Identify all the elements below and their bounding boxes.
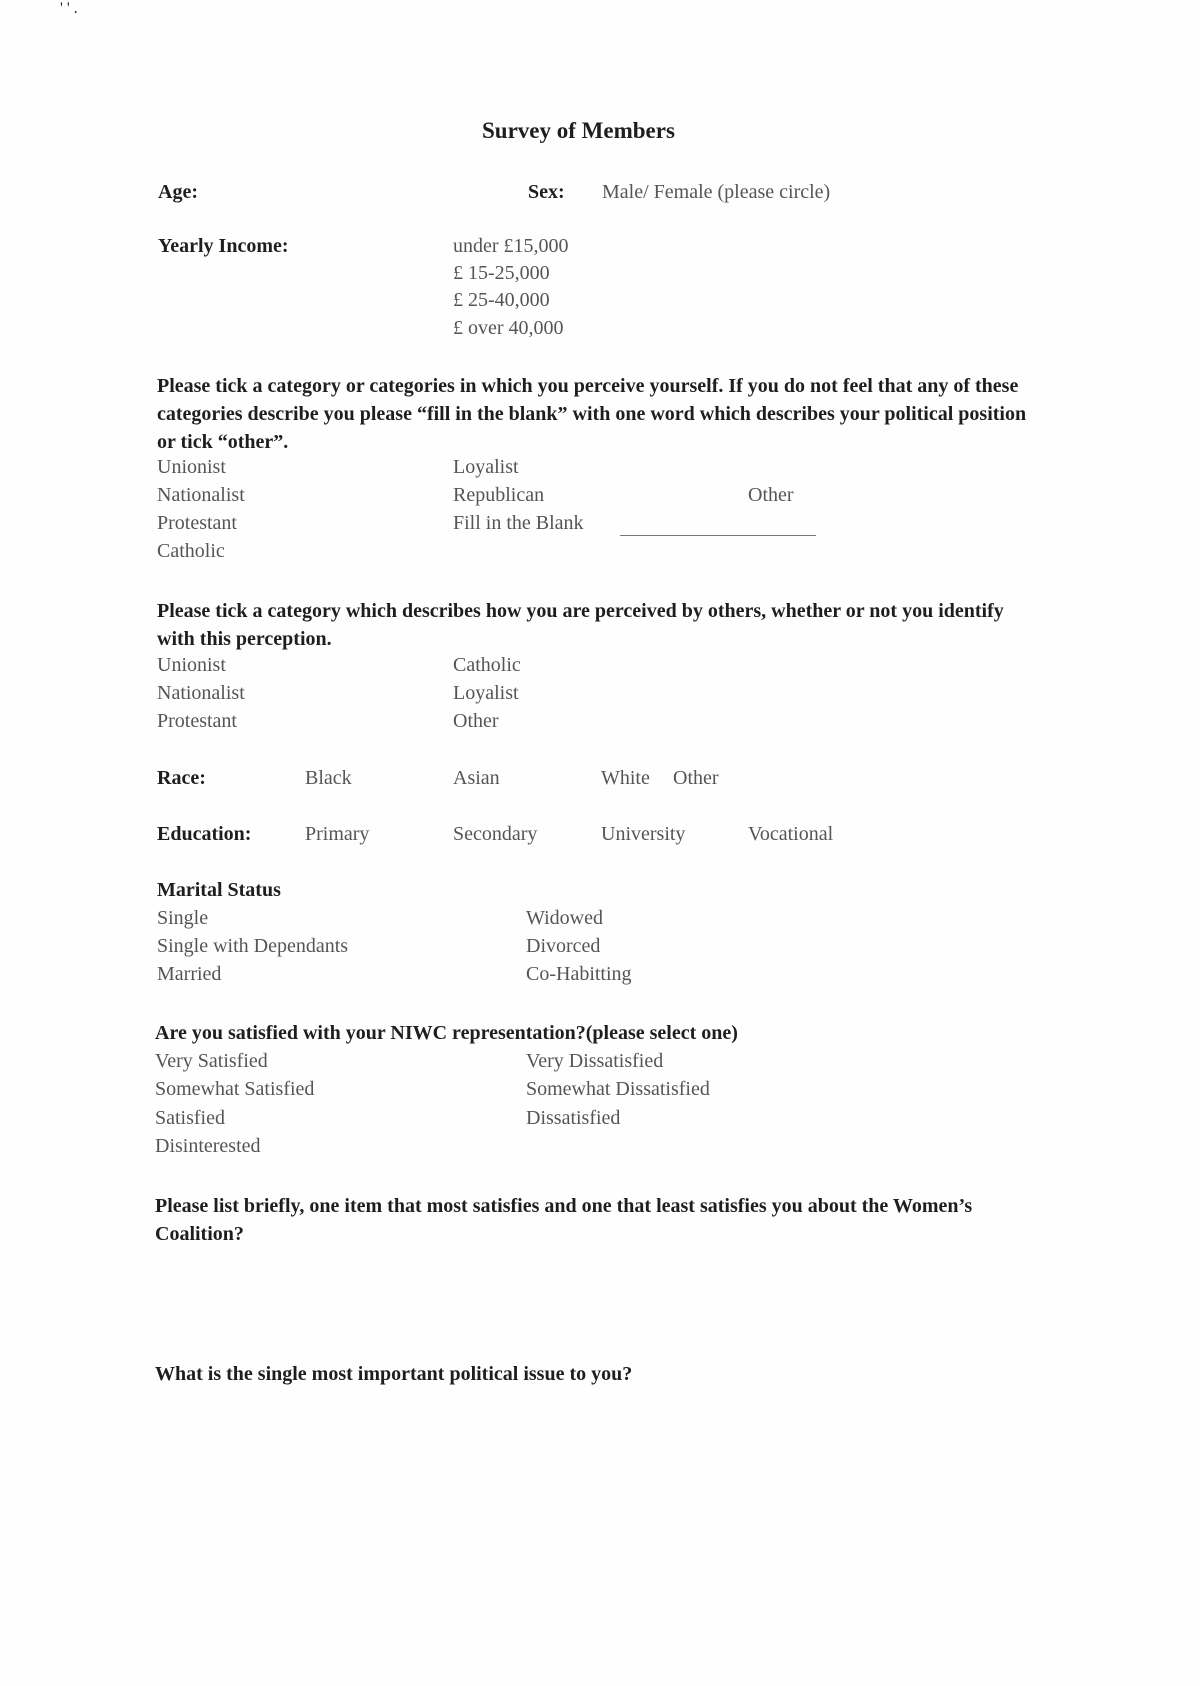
sex-label: Sex: (528, 181, 565, 203)
marital-label: Marital Status (157, 879, 281, 901)
page-title: Survey of Members (482, 118, 675, 143)
satisfaction-option: Satisfied (155, 1107, 225, 1129)
sex-value: Male/ Female (please circle) (602, 181, 831, 203)
others-option: Other (453, 710, 499, 732)
self-option: Protestant (157, 512, 237, 534)
self-option: Nationalist (157, 484, 245, 506)
race-option: White (601, 767, 650, 789)
education-option: Primary (305, 823, 370, 845)
satisfaction-option: Very Dissatisfied (526, 1050, 664, 1072)
satisfaction-option: Somewhat Satisfied (155, 1078, 315, 1100)
marital-option: Co-Habitting (526, 963, 632, 985)
income-option: £ 15-25,000 (453, 262, 550, 284)
age-label: Age: (158, 181, 198, 203)
self-option: Fill in the Blank (453, 512, 584, 534)
marital-option: Divorced (526, 935, 601, 957)
others-perception-prompt: Please tick a category which describes how you are perceived by others, whether or not you identify with this perception. (157, 600, 1004, 650)
self-option: Catholic (157, 540, 225, 562)
satisfaction-prompt: Are you satisfied with your NIWC representation?(please select one) (155, 1022, 738, 1044)
education-option: Secondary (453, 823, 538, 845)
corner-scan-marks: ' ' . (60, 0, 78, 17)
education-option: Vocational (748, 823, 834, 845)
satisfaction-option: Dissatisfied (526, 1107, 621, 1129)
fill-in-blank-line[interactable] (620, 535, 816, 536)
income-option: under £15,000 (453, 235, 569, 257)
others-option: Loyalist (453, 682, 519, 704)
self-option: Loyalist (453, 456, 519, 478)
others-option: Catholic (453, 654, 521, 676)
list-prompt: Please list briefly, one item that most satisfies and one that least satisfies you about the Women’s Coalition? (155, 1195, 973, 1245)
satisfaction-option: Disinterested (155, 1135, 261, 1157)
self-option: Unionist (157, 456, 226, 478)
income-label: Yearly Income: (158, 235, 289, 257)
self-option: Republican (453, 484, 545, 506)
marital-option: Single with Dependants (157, 935, 349, 957)
self-perception-prompt: Please tick a category or categories in which you perceive yourself. If you do not feel that any of these categories describe you please “fill in the blank” with one word which describes your political position or tick “other”. (157, 375, 1027, 453)
education-option: University (601, 823, 686, 845)
others-option: Nationalist (157, 682, 245, 704)
marital-option: Married (157, 963, 222, 985)
race-option: Other (673, 767, 719, 789)
income-option: £ 25-40,000 (453, 289, 550, 311)
marital-option: Widowed (526, 907, 603, 929)
satisfaction-option: Somewhat Dissatisfied (526, 1078, 710, 1100)
marital-option: Single (157, 907, 209, 929)
satisfaction-option: Very Satisfied (155, 1050, 268, 1072)
issue-prompt: What is the single most important political issue to you? (155, 1363, 633, 1385)
others-option: Unionist (157, 654, 226, 676)
race-label: Race: (157, 767, 206, 789)
education-label: Education: (157, 823, 252, 845)
income-option: £ over 40,000 (453, 317, 564, 339)
others-option: Protestant (157, 710, 237, 732)
race-option: Black (305, 767, 352, 789)
self-option: Other (748, 484, 794, 506)
race-option: Asian (453, 767, 500, 789)
